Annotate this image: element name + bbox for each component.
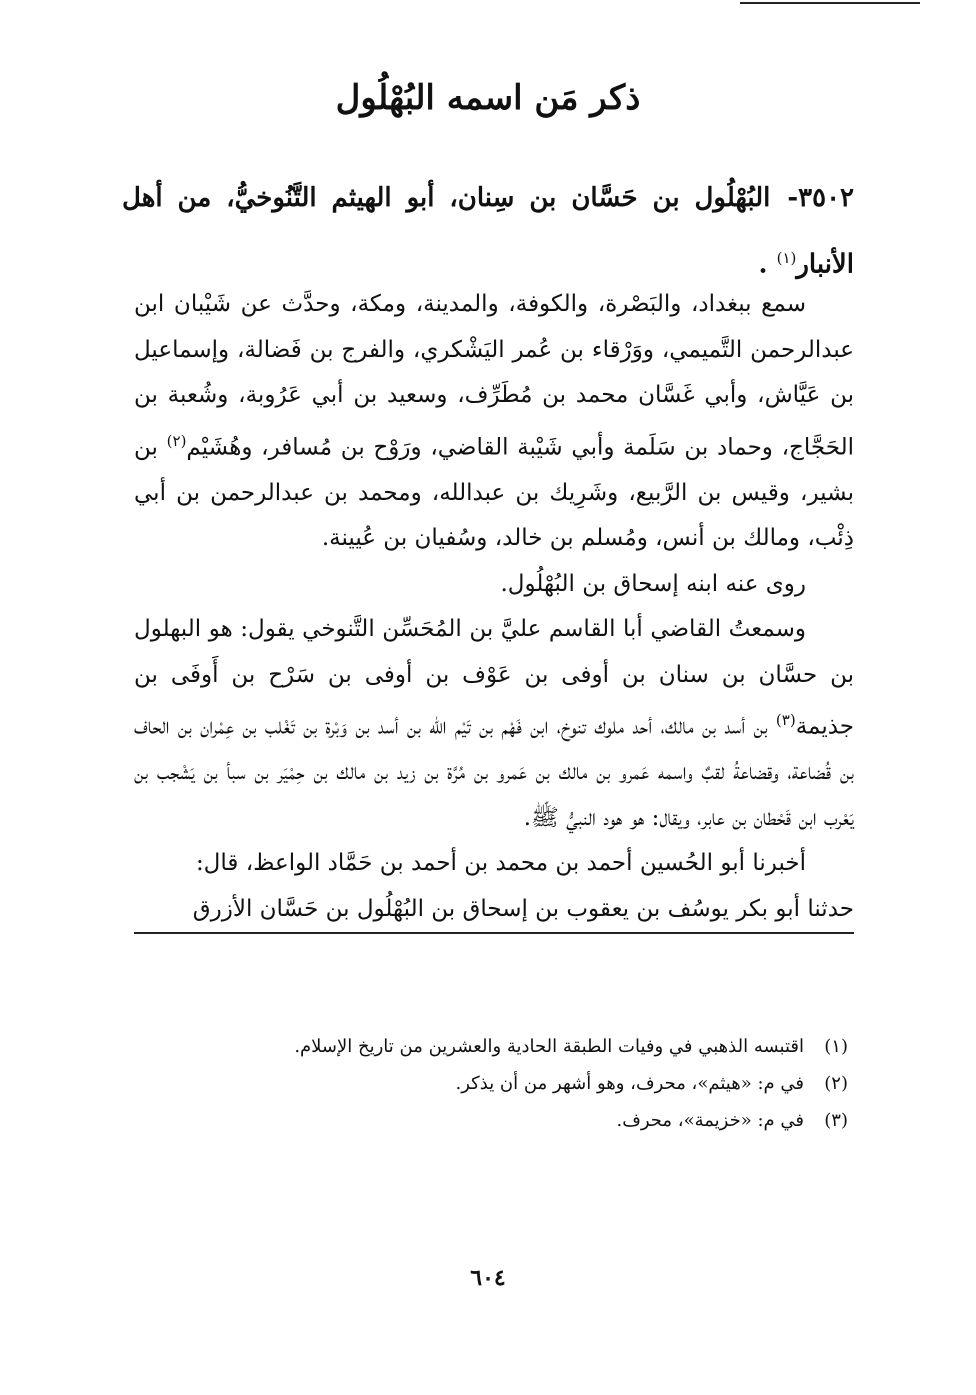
paragraph-text: روى عنه ابنه إسحاق بن البُهْلُول. <box>500 570 806 597</box>
paragraph-text: وسمعتُ القاضي أبا القاسم عليَّ بن المُحَسِّن التَّنوخي يقول: هو البهلول بن حسَّان بن سنان بن أوفى بن عَوْف بن أوفى بن سَرْح بن أَوفَى بن جذيمة <box>134 616 855 740</box>
footnote-2 <box>133 1065 848 1102</box>
paragraph-isnad-continued <box>134 887 854 935</box>
body-text <box>134 282 854 934</box>
paragraph-text: بن أسد بن مالك، أحد ملوك تنوخ، ابن فَهْم بن تَيْم الله بن أسد بن وَبْرة بن تَغْلب بن عِمْران بن الحاف بن قُضاعة، وقضاعةُ لقبٌ واسمه عَمرو بن مالك بن عَمرو بن مُرَّة بن زيد بن مالك بن حِمْيَر بن سبأ بن يَشْجب بن يَعْرب ابن قَحْطان بن عابر، ويقال: هو هود النبيُّ ﷺ. <box>134 713 854 831</box>
footnote-text: اقتبسه الذهبي في وفيات الطبقة الحادية والعشرين من تاريخ الإسلام. <box>294 1036 804 1057</box>
paragraph-text: أخبرنا أبو الحُسين أحمد بن محمد بن أحمد بن حَمَّاد الواعظ، قال: <box>195 850 806 877</box>
paragraph-isnad <box>134 841 854 887</box>
section-heading: ذكر مَن اسمه البُهْلُول <box>335 78 641 118</box>
page-number: ٦٠٤ <box>470 1265 506 1291</box>
entry-number: ٣٥٠٢- <box>787 183 854 213</box>
paragraph-teachers <box>134 282 854 562</box>
footnote-mark: (٣) <box>824 1110 848 1131</box>
entry-title <box>122 168 854 295</box>
entry-end: . <box>758 249 768 280</box>
footnote-ref-3: (٣) <box>775 711 796 730</box>
footnote-text: في م: «خزيمة»، محرف. <box>616 1110 804 1131</box>
paragraph-lineage <box>134 607 854 841</box>
paragraph-text: حدثنا أبو بكر يوسُف بن يعقوب بن إسحاق بن البُهْلُول بن حَسَّان الأزرق <box>134 887 854 935</box>
footnotes <box>133 1028 848 1139</box>
entry-name: البُهْلُول بن حَسَّان بن سِنان، أبو الهيثم التَّنُوخيُّ، من أهل الأنبار <box>122 183 854 280</box>
paragraph-text: سمع ببغداد، والبَصْرة، والكوفة، والمدينة، ومكة، وحدَّث عن شَيْبان ابن عبدالرحمن التَّميمي، ووَرْقاء بن عُمر اليَشْكري، والفرج بن فَضالة، وإسماعيل بن عَيَّاش، وأبي غَسَّان محمد بن مُطَرِّف، وسعيد بن أبي عَرُوبة، وشُعبة بن الحَجَّاج، وحماد بن سَلَمة وأبي شَيْبة القاضي، ورَوْح بن مُسافر، وهُشَيْم <box>134 291 854 461</box>
footnote-3 <box>133 1102 848 1139</box>
paragraph-students <box>134 562 854 608</box>
footnote-mark: (١) <box>824 1036 848 1057</box>
paragraph-text: بن بشير، وقيس بن الرَّبيع، وشَرِيك بن عبدالله، ومحمد بن عبدالرحمن بن أبي ذِئْب، ومالك بن أنس، ومُسلم بن خالد، وسُفيان بن عُيينة. <box>134 434 854 552</box>
footnote-mark: (٢) <box>824 1073 848 1094</box>
footnote-ref-2: (٢) <box>166 431 187 450</box>
footnote-ref-1: (١) <box>776 249 797 267</box>
header-rule <box>740 2 920 4</box>
footnote-text: في م: «هيثم»، محرف، وهو أشهر من أن يذكر. <box>455 1073 804 1094</box>
footnote-1 <box>133 1028 848 1065</box>
